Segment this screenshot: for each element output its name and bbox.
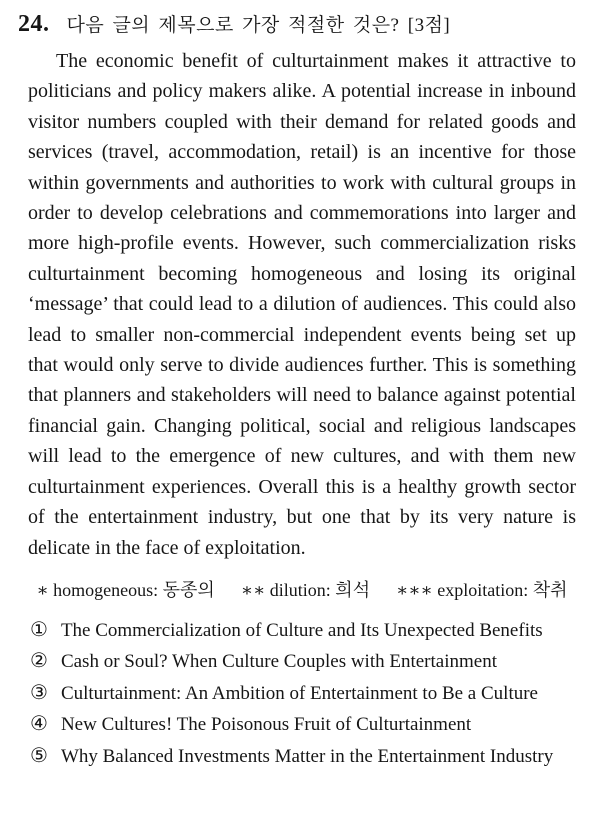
choice-5-label: Why Balanced Investments Matter in the Entertainment Industry — [60, 745, 554, 767]
choice-4-label: New Cultures! The Poisonous Fruit of Culturtainment — [60, 714, 472, 736]
choice-5-circled-number: ⑤ — [30, 744, 48, 767]
question-number: 24. — [18, 11, 50, 37]
question-header — [18, 10, 576, 38]
passage-text: The economic benefit of culturtainment makes it attractive to politicians and policy makers alike. A potential increase in inbound visitor numbers coupled with their demand for related goods and services (travel, accommodation, retail) is an incentive for those within governments and authorities to work with cultural groups in order to develop celebrations and commemorations into larger and more high-profile events. However, such commercialization risks culturtainment becoming homogeneous and losing its original ‘message’ that could lead to a dilution of audiences. This could also lead to smaller non-commercial independent events being set up that would only serve to divide audiences further. This is something that planners and stakeholders will need to balance against potential financial gain. Changing political, social and religious landscapes will lead to the emergence of new cultures, and with them new culturtainment experiences. Overall this is a healthy growth sector of the entertainment industry, but one that by its very nature is delicate in the face of exploitation. — [28, 50, 576, 559]
choice-3-circled-number: ③ — [30, 681, 48, 704]
choice-2-circled-number: ② — [30, 650, 48, 673]
glossary-entry-exploitation: ∗∗∗ exploitation: 착취 — [396, 579, 568, 600]
choice-1-circled-number: ① — [30, 618, 48, 641]
glossary-line — [28, 576, 576, 602]
answer-choice-4[interactable] — [30, 709, 576, 741]
glossary-entry-homogeneous: ∗ homogeneous: 동종의 — [36, 579, 215, 600]
choice-4-circled-number: ④ — [30, 713, 48, 736]
choice-2-label: Cash or Soul? When Culture Couples with Entertainment — [60, 651, 497, 673]
choice-3-label: Culturtainment: An Ambition of Entertainment to Be a Culture — [60, 682, 538, 704]
question-prompt: 다음 글의 제목으로 가장 적절한 것은? [3점] — [66, 15, 451, 36]
choice-1-label: The Commercialization of Culture and Its Unexpected Benefits — [60, 619, 543, 641]
answer-choices — [30, 615, 576, 773]
glossary-entry-dilution: ∗∗ dilution: 희석 — [240, 579, 371, 600]
answer-choice-2[interactable] — [30, 646, 576, 678]
answer-choice-3[interactable] — [30, 678, 576, 710]
answer-choice-1[interactable] — [30, 615, 576, 647]
answer-choice-5[interactable] — [30, 741, 576, 773]
